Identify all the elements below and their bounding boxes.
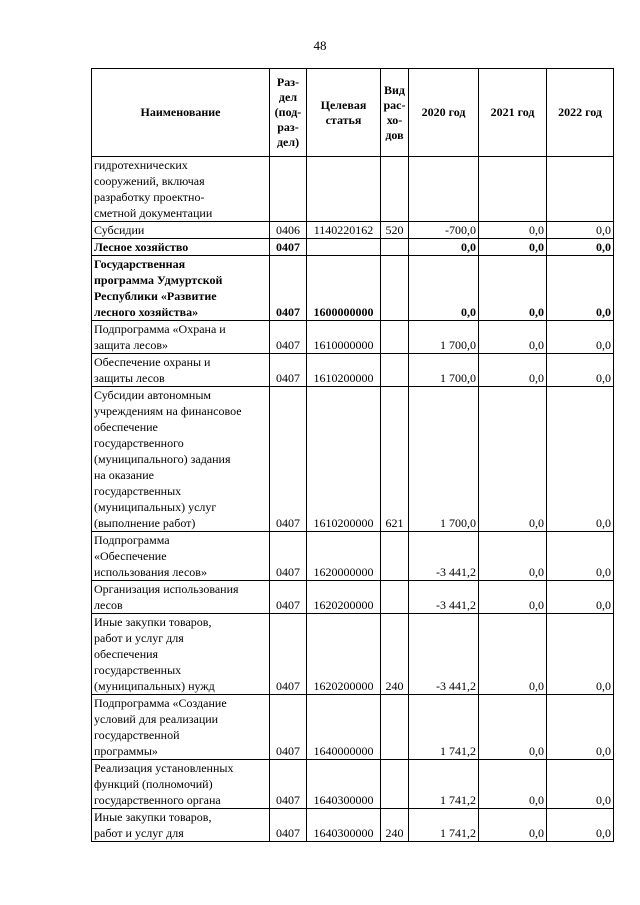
table-row: [92, 809, 614, 842]
table-row: [92, 354, 614, 387]
cell-2021: 0,0: [479, 387, 547, 532]
cell-2021: 0,0: [479, 581, 547, 614]
cell-name: Иные закупки товаров, работ и услуг для обеспечения государственных (муниципальных) нужд: [92, 614, 270, 695]
cell-expense-type: 240: [381, 809, 409, 842]
cell-2020: 1 700,0: [409, 387, 479, 532]
cell-2022: 0,0: [547, 581, 614, 614]
cell-target: 1620200000: [307, 614, 381, 695]
cell-2021: 0,0: [479, 321, 547, 354]
cell-target: 1610200000: [307, 354, 381, 387]
cell-expense-type: [381, 321, 409, 354]
header-target: Целевая статья: [307, 69, 381, 157]
cell-2022: 0,0: [547, 809, 614, 842]
cell-expense-type: 621: [381, 387, 409, 532]
cell-2022: 0,0: [547, 532, 614, 581]
table-row: [92, 695, 614, 760]
cell-expense-type: [381, 256, 409, 321]
cell-2020: -700,0: [409, 222, 479, 239]
cell-expense-type: [381, 239, 409, 256]
cell-2020: 1 700,0: [409, 321, 479, 354]
cell-2020: 1 741,2: [409, 695, 479, 760]
cell-2021: 0,0: [479, 354, 547, 387]
cell-2022: 0,0: [547, 321, 614, 354]
cell-name: Субсидии автономным учреждениям на финансовое обеспечение государственного (муниципального) задания на оказание государственных (муниципальных) услуг (выполнение работ): [92, 387, 270, 532]
header-expense-type: Вид рас- хо- дов: [381, 69, 409, 157]
cell-section: 0407: [270, 256, 307, 321]
cell-section: 0407: [270, 387, 307, 532]
cell-2021: [479, 157, 547, 222]
cell-2022: 0,0: [547, 354, 614, 387]
cell-target: 1620000000: [307, 532, 381, 581]
cell-2021: 0,0: [479, 809, 547, 842]
cell-target: [307, 157, 381, 222]
cell-name: Иные закупки товаров, работ и услуг для: [92, 809, 270, 842]
cell-2022: 0,0: [547, 614, 614, 695]
cell-section: 0407: [270, 760, 307, 809]
cell-2022: 0,0: [547, 239, 614, 256]
cell-section: 0407: [270, 239, 307, 256]
cell-section: 0407: [270, 809, 307, 842]
cell-2020: -3 441,2: [409, 614, 479, 695]
cell-name: Реализация установленных функций (полномочий) государственного органа: [92, 760, 270, 809]
cell-target: 1620200000: [307, 581, 381, 614]
cell-section: 0407: [270, 532, 307, 581]
cell-2022: 0,0: [547, 222, 614, 239]
cell-target: 1640300000: [307, 809, 381, 842]
cell-section: [270, 157, 307, 222]
table-row: [92, 157, 614, 222]
cell-name: Подпрограмма «Обеспечение использования лесов»: [92, 532, 270, 581]
cell-section: 0407: [270, 581, 307, 614]
cell-name: Подпрограмма «Создание условий для реализации государственной программы»: [92, 695, 270, 760]
table-row: [92, 614, 614, 695]
cell-section: 0406: [270, 222, 307, 239]
cell-expense-type: [381, 581, 409, 614]
table-row: [92, 222, 614, 239]
page-number: 48: [313, 38, 327, 53]
table-row: [92, 760, 614, 809]
cell-name: Государственная программа Удмуртской Республики «Развитие лесного хозяйства»: [92, 256, 270, 321]
cell-target: 1140220162: [307, 222, 381, 239]
header-2022: 2022 год: [547, 69, 614, 157]
cell-2022: 0,0: [547, 695, 614, 760]
cell-name: Субсидии: [92, 222, 270, 239]
table-row: [92, 256, 614, 321]
cell-2021: 0,0: [479, 532, 547, 581]
cell-expense-type: [381, 157, 409, 222]
cell-2022: 0,0: [547, 760, 614, 809]
cell-name: Лесное хозяйство: [92, 239, 270, 256]
cell-target: 1610200000: [307, 387, 381, 532]
cell-2021: 0,0: [479, 760, 547, 809]
cell-expense-type: 520: [381, 222, 409, 239]
cell-name: гидротехнических сооружений, включая разработку проектно- сметной документации: [92, 157, 270, 222]
cell-expense-type: [381, 695, 409, 760]
cell-2020: 1 741,2: [409, 809, 479, 842]
cell-name: Обеспечение охраны и защиты лесов: [92, 354, 270, 387]
table-row: [92, 532, 614, 581]
cell-2020: 0,0: [409, 256, 479, 321]
cell-target: 1610000000: [307, 321, 381, 354]
cell-2021: 0,0: [479, 222, 547, 239]
cell-section: 0407: [270, 614, 307, 695]
cell-2021: 0,0: [479, 239, 547, 256]
cell-2021: 0,0: [479, 695, 547, 760]
cell-target: 1600000000: [307, 256, 381, 321]
cell-target: 1640300000: [307, 760, 381, 809]
cell-target: 1640000000: [307, 695, 381, 760]
cell-expense-type: 240: [381, 614, 409, 695]
cell-expense-type: [381, 532, 409, 581]
cell-name: Организация использования лесов: [92, 581, 270, 614]
cell-2022: 0,0: [547, 256, 614, 321]
cell-2021: 0,0: [479, 614, 547, 695]
table-row: [92, 239, 614, 256]
cell-expense-type: [381, 760, 409, 809]
cell-section: 0407: [270, 354, 307, 387]
header-2020: 2020 год: [409, 69, 479, 157]
cell-2020: 1 700,0: [409, 354, 479, 387]
cell-2020: 0,0: [409, 239, 479, 256]
cell-section: 0407: [270, 321, 307, 354]
table-body: [92, 157, 614, 842]
header-section: Раз- дел (под- раз- дел): [270, 69, 307, 157]
header-name: Наименование: [92, 69, 270, 157]
table-row: [92, 387, 614, 532]
cell-2020: [409, 157, 479, 222]
cell-2021: 0,0: [479, 256, 547, 321]
cell-2020: -3 441,2: [409, 532, 479, 581]
table-row: [92, 321, 614, 354]
header-2021: 2021 год: [479, 69, 547, 157]
cell-2022: [547, 157, 614, 222]
cell-expense-type: [381, 354, 409, 387]
budget-table: [91, 68, 614, 842]
cell-2022: 0,0: [547, 387, 614, 532]
table-header-row: [92, 69, 614, 157]
cell-2020: 1 741,2: [409, 760, 479, 809]
cell-2020: -3 441,2: [409, 581, 479, 614]
table-row: [92, 581, 614, 614]
cell-name: Подпрограмма «Охрана и защита лесов»: [92, 321, 270, 354]
cell-target: [307, 239, 381, 256]
cell-section: 0407: [270, 695, 307, 760]
